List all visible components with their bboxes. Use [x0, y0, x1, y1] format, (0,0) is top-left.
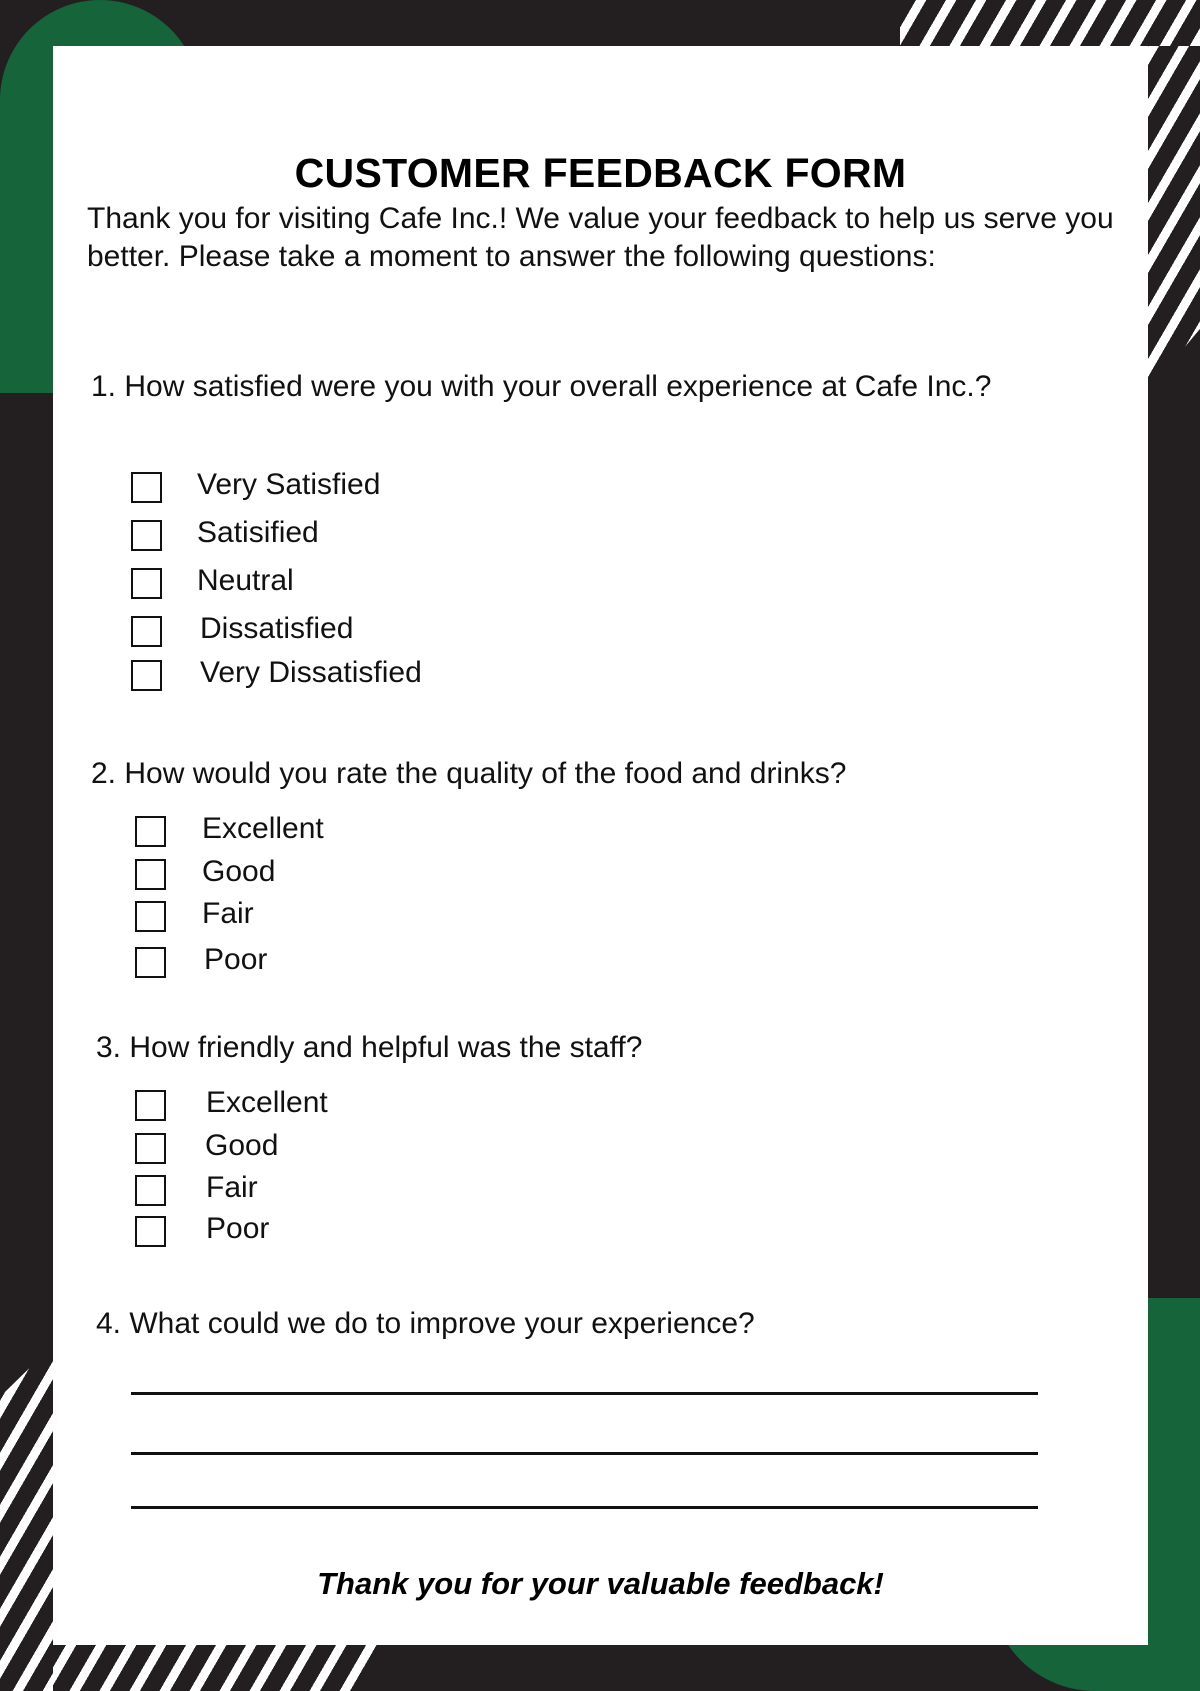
option-label: Satisified [197, 516, 319, 549]
stripe-pattern-top-right [900, 0, 1200, 46]
option-label: Good [202, 855, 276, 888]
option-label: Excellent [206, 1086, 328, 1119]
option-label: Poor [204, 943, 268, 976]
checkbox[interactable] [135, 816, 166, 847]
question-2-text: 2. How would you rate the quality of the food and drinks? [91, 757, 847, 790]
option-label: Fair [202, 897, 254, 930]
question-1-text: 1. How satisfied were you with your overall experience at Cafe Inc.? [91, 370, 992, 403]
checkbox[interactable] [135, 1133, 166, 1164]
checkbox[interactable] [135, 1175, 166, 1206]
checkbox[interactable] [135, 859, 166, 890]
closing-message: Thank you for your valuable feedback! [317, 1566, 884, 1601]
option-label: Poor [206, 1212, 270, 1245]
stripe-pattern-right [1148, 46, 1200, 391]
form-intro: Thank you for visiting Cafe Inc.! We value your feedback to help us serve you better. Please take a moment to answer the following questions: [87, 202, 1114, 273]
checkbox[interactable] [131, 520, 162, 551]
answer-line-1[interactable] [131, 1392, 1038, 1395]
option-label: Dissatisfied [200, 612, 354, 645]
answer-line-2[interactable] [131, 1452, 1038, 1455]
feedback-form-card [53, 46, 1148, 1645]
option-label: Neutral [197, 564, 294, 597]
option-label: Fair [206, 1171, 258, 1204]
checkbox[interactable] [131, 660, 162, 691]
form-title: CUSTOMER FEEDBACK FORM [294, 150, 907, 196]
checkbox[interactable] [131, 568, 162, 599]
checkbox[interactable] [131, 616, 162, 647]
checkbox[interactable] [135, 1216, 166, 1247]
checkbox[interactable] [135, 1090, 166, 1121]
option-label: Very Dissatisfied [200, 656, 422, 689]
stripe-pattern-bottom [53, 1645, 380, 1691]
option-label: Excellent [202, 812, 324, 845]
answer-line-3[interactable] [131, 1506, 1038, 1509]
checkbox[interactable] [135, 947, 166, 978]
checkbox[interactable] [135, 901, 166, 932]
checkbox[interactable] [131, 472, 162, 503]
question-3-text: 3. How friendly and helpful was the staff? [96, 1031, 643, 1064]
option-label: Very Satisfied [197, 468, 381, 501]
option-label: Good [205, 1129, 279, 1162]
stripe-pattern-bottom-left [0, 1345, 53, 1691]
question-4-text: 4. What could we do to improve your experience? [96, 1307, 755, 1340]
